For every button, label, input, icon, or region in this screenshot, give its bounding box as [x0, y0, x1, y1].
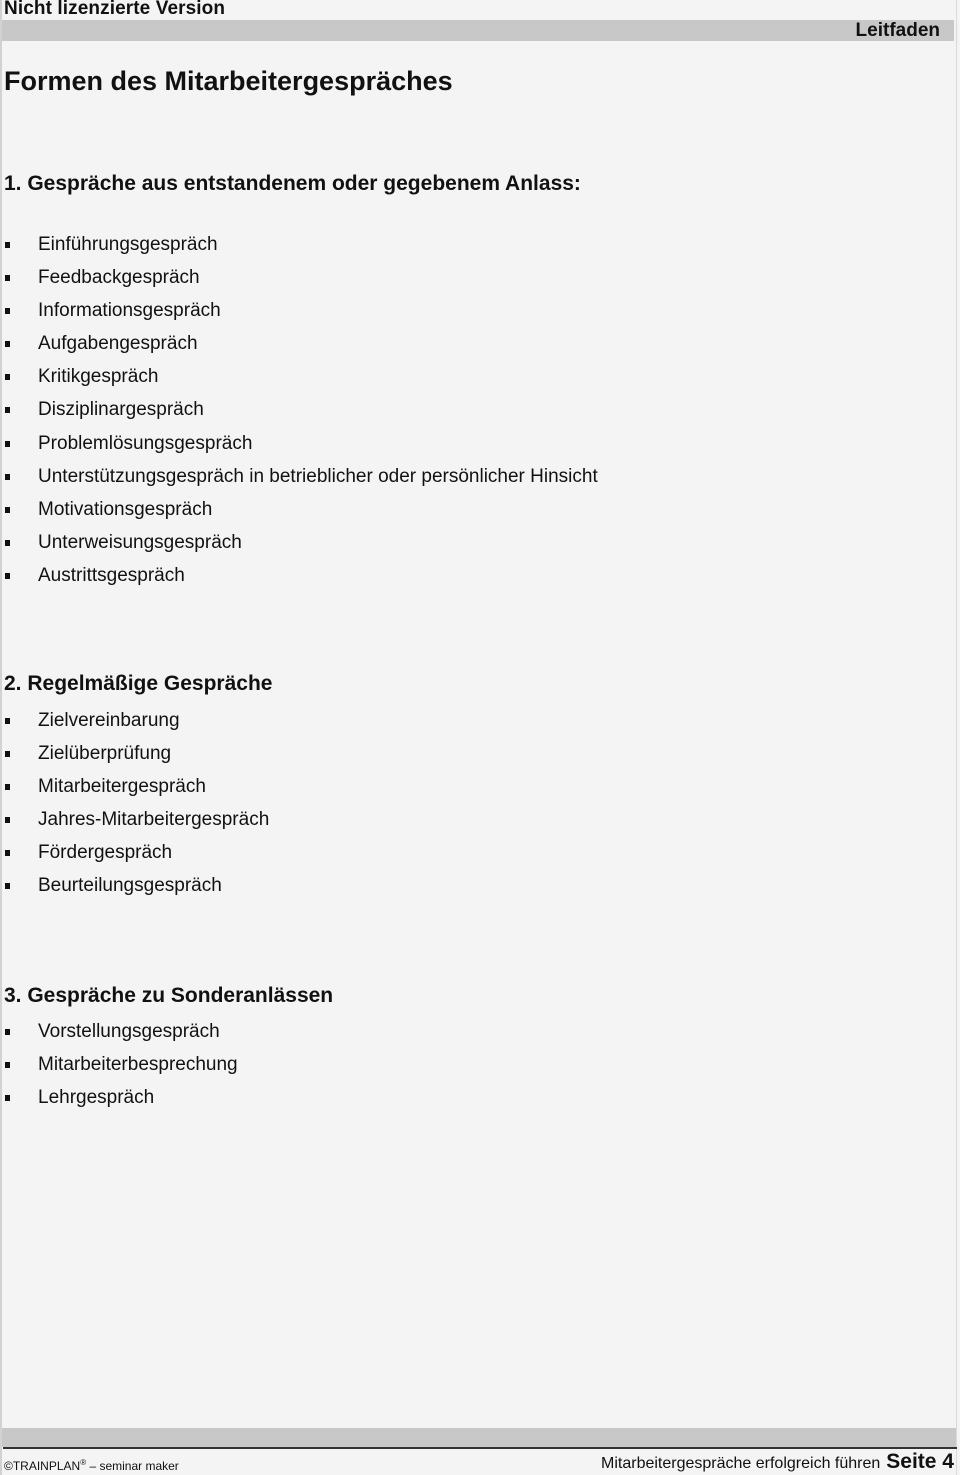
- square-bullet-icon: [5, 507, 10, 513]
- square-bullet-icon: [5, 718, 10, 724]
- section-heading-anlass: 1. Gespräche aus entstandenem oder gegebenem Anlass:: [4, 172, 581, 195]
- square-bullet-icon: [5, 242, 10, 248]
- square-bullet-icon: [5, 1062, 10, 1068]
- list-item-text: Austrittsgespräch: [38, 564, 185, 586]
- list-item-text: Fördergespräch: [38, 842, 173, 864]
- section-heading-sonderanlaesse: 3. Gespräche zu Sonderanlässen: [4, 984, 334, 1007]
- license-notice: Nicht lizenzierte Version: [4, 0, 226, 19]
- list-item-text: Unterweisungsgespräch: [38, 531, 242, 553]
- footer-bar: [2, 1428, 956, 1447]
- list-item-text: Beurteilungsgespräch: [38, 875, 222, 897]
- list-item-text: Einführungsgespräch: [38, 234, 218, 255]
- square-bullet-icon: [5, 883, 10, 889]
- list-item-text: Motivationsgespräch: [38, 498, 213, 520]
- square-bullet-icon: [5, 751, 10, 757]
- list-item-text: Feedbackgespräch: [38, 267, 200, 289]
- square-bullet-icon: [5, 441, 10, 447]
- square-bullet-icon: [5, 374, 10, 380]
- registered-icon: ®: [80, 1458, 87, 1467]
- list-item-text: Aufgabengespräch: [38, 333, 198, 355]
- header-section-label: Leitfaden: [855, 20, 940, 41]
- square-bullet-icon: [5, 308, 10, 314]
- page-title: Formen des Mitarbeitergespräches: [4, 66, 453, 96]
- list-item-text: Mitarbeitergespräch: [38, 776, 206, 798]
- square-bullet-icon: [5, 1029, 10, 1035]
- square-bullet-icon: [5, 407, 10, 413]
- list-item-text: Disziplinargespräch: [38, 399, 204, 421]
- header-bar: [2, 20, 954, 41]
- list-item-text: Jahres-Mitarbeitergespräch: [38, 809, 270, 831]
- square-bullet-icon: [5, 474, 10, 480]
- list-item-text: Zielvereinbarung: [38, 710, 180, 731]
- list-item-text: Lehrgespräch: [38, 1087, 155, 1109]
- square-bullet-icon: [5, 1095, 10, 1101]
- footer-tagline: – seminar maker: [86, 1459, 179, 1473]
- page-number: Seite 4: [886, 1450, 954, 1473]
- square-bullet-icon: [5, 850, 10, 856]
- footer-brand: TRAINPLAN: [12, 1459, 81, 1473]
- square-bullet-icon: [5, 784, 10, 790]
- list-item-text: Problemlösungsgespräch: [38, 432, 253, 454]
- footer-divider: [3, 1447, 957, 1449]
- list-item-text: Informationsgespräch: [38, 300, 221, 322]
- list-item-text: Mitarbeiterbesprechung: [38, 1054, 238, 1076]
- square-bullet-icon: [5, 540, 10, 546]
- page-border-left: [0, 0, 2, 1475]
- square-bullet-icon: [5, 817, 10, 823]
- list-item-text: Unterstützungsgespräch in betrieblicher oder persönlicher Hinsicht: [38, 465, 598, 487]
- square-bullet-icon: [5, 573, 10, 579]
- section-heading-regelmaessig: 2. Regelmäßige Gespräche: [4, 672, 273, 695]
- list-item-text: Kritikgespräch: [38, 366, 159, 388]
- square-bullet-icon: [5, 341, 10, 347]
- square-bullet-icon: [5, 275, 10, 281]
- footer-copyright: [4, 1458, 179, 1473]
- page-border-right: [956, 0, 957, 1475]
- copyright-icon: ©: [4, 1459, 13, 1473]
- list-item-text: Zielüberprüfung: [38, 743, 172, 765]
- footer-doc-title: Mitarbeitergespräche erfolgreich führen: [601, 1455, 881, 1472]
- list-item-text: Vorstellungsgespräch: [38, 1021, 220, 1042]
- footer-page-info: [601, 1450, 954, 1474]
